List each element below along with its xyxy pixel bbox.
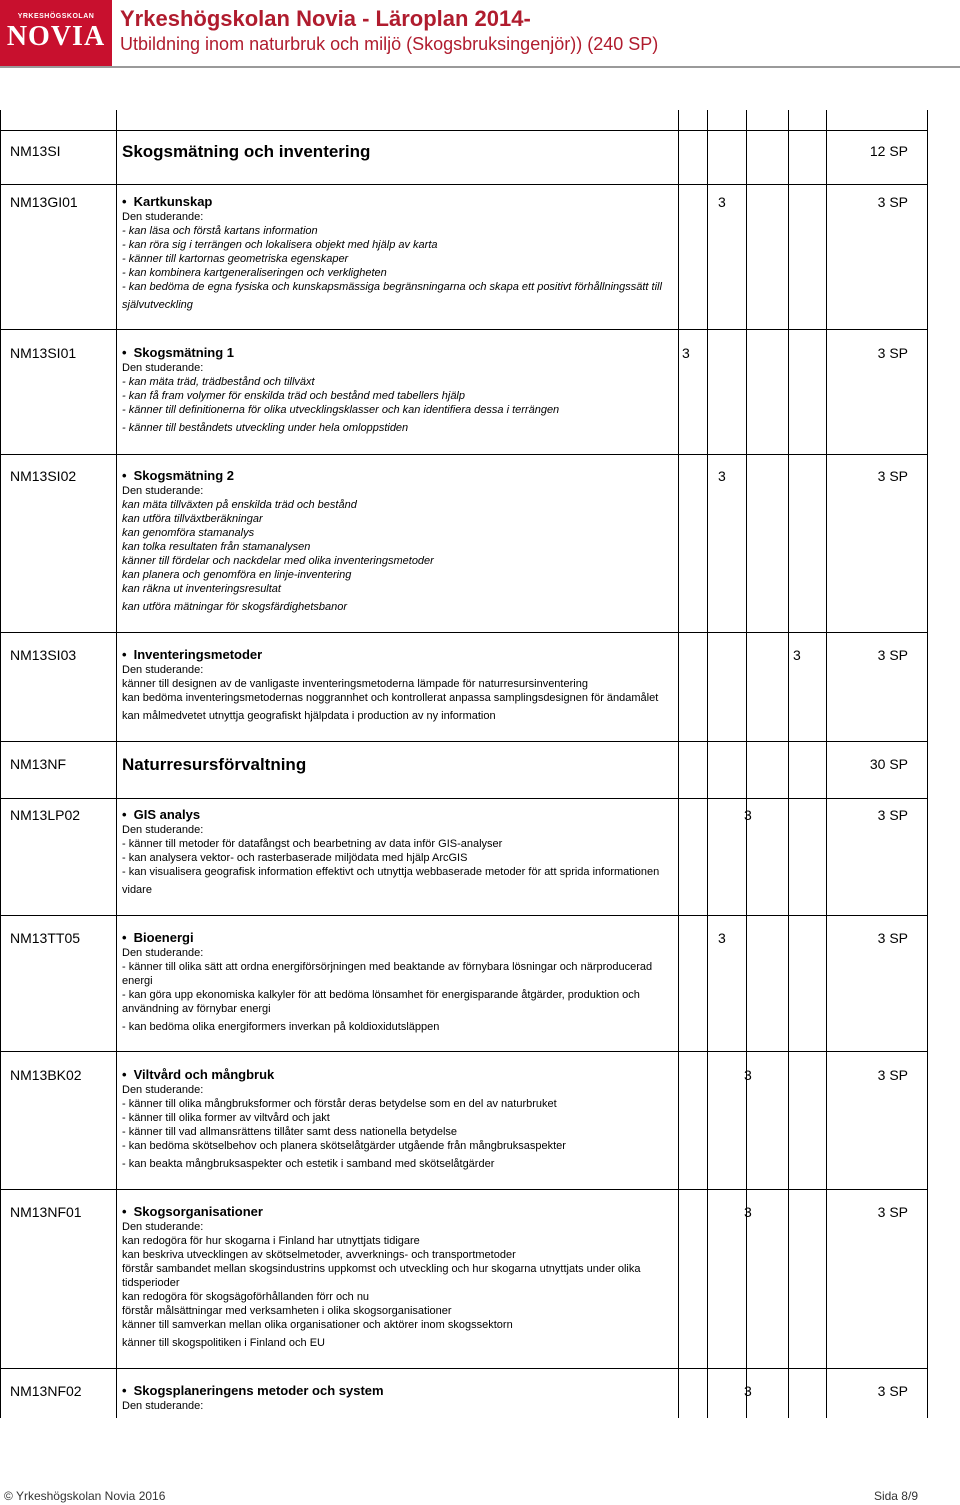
row-divider	[0, 184, 928, 185]
bullet-icon: •	[122, 345, 127, 360]
outcome-label: Den studerande:	[122, 1400, 204, 1412]
course-code: NM13GI01	[10, 194, 78, 210]
course-level: 3	[718, 468, 726, 484]
outcome-label: Den studerande:	[122, 1084, 204, 1096]
bullet-icon: •	[122, 1204, 127, 1219]
row-divider	[0, 454, 928, 455]
course-credits: 3 SP	[877, 1383, 908, 1399]
outcome-line: - kan bedöma de egna fysiska och kunskapsmässiga begränsningarna och skapa ett positivt förhållningssätt till	[122, 281, 662, 293]
outcome-line: kan genomföra stamanalys	[122, 527, 255, 539]
outcome-line: - känner till beståndets utveckling under hela omloppstiden	[122, 422, 409, 434]
table-divider-level-3	[746, 110, 747, 1418]
section-credits: 30 SP	[869, 756, 908, 772]
footer-page-number: Sida 8/9	[873, 1489, 918, 1503]
section-title: Naturresursförvaltning	[122, 755, 307, 774]
outcome-label: Den studerande:	[122, 824, 204, 836]
course-title-text: Viltvård och mångbruk	[133, 1067, 275, 1082]
outcome-line: självutveckling	[122, 299, 193, 311]
page-header	[0, 0, 960, 66]
outcome-line: användning av förnybar energi	[122, 1003, 271, 1015]
course-title	[122, 930, 712, 946]
outcome-label: Den studerande:	[122, 211, 204, 223]
bullet-icon: •	[122, 930, 127, 945]
course-description	[122, 194, 712, 312]
course-credits: 3 SP	[877, 1204, 908, 1220]
outcome-label: Den studerande:	[122, 362, 204, 374]
section-code: NM13SI	[10, 143, 61, 159]
outcome-line: kan tolka resultaten från stamanalysen	[122, 541, 311, 553]
course-level: 3	[744, 1067, 752, 1083]
outcome-label: Den studerande:	[122, 485, 204, 497]
outcome-line: tidsperioder	[122, 1277, 180, 1289]
outcome-line: kan bedöma inventeringsmetodernas noggrannhet och kontrollerat anpassa samplingsdesignen för ändamålet	[122, 692, 659, 704]
row-divider	[0, 741, 928, 742]
course-description	[122, 468, 712, 614]
outcome-line: kan målmedvetet utnyttja geografiskt hjälpdata i production av ny information	[122, 710, 496, 722]
course-code: NM13TT05	[10, 930, 81, 946]
course-level: 3	[718, 930, 726, 946]
course-code: NM13NF02	[10, 1383, 82, 1399]
outcome-line: kan redogöra för skogsägoförhållanden förr och nu	[122, 1291, 370, 1303]
table-border-right	[927, 110, 928, 1418]
outcome-line: - känner till olika former av viltvård och jakt	[122, 1112, 330, 1124]
outcome-line: - känner till olika mångbruksformer och förstår deras betydelse som en del av naturbruket	[122, 1098, 557, 1110]
course-description	[122, 647, 682, 723]
outcome-line: - känner till metoder för datafångst och bearbetning av data inför GIS-analyser	[122, 838, 503, 850]
course-level: 3	[718, 194, 726, 210]
bullet-icon: •	[122, 468, 127, 483]
course-title-text: Skogsplaneringens metoder och system	[133, 1383, 384, 1398]
document-subtitle: Utbildning inom naturbruk och miljö (Skogsbruksingenjör)) (240 SP)	[120, 34, 659, 54]
outcome-line: - kan bedöma skötselbehov och planera skötselåtgärder utgående från mångbruksaspekter	[122, 1140, 566, 1152]
section-credits: 12 SP	[869, 143, 908, 159]
bullet-icon: •	[122, 1067, 127, 1082]
row-divider	[0, 1051, 928, 1052]
outcome-line: känner till skogspolitiken i Finland och EU	[122, 1337, 325, 1349]
course-title-text: GIS analys	[133, 807, 201, 822]
outcome-line: - kan visualisera geografisk information effektivt och utnyttja webbaserade metoder för att sprida informationen	[122, 866, 660, 878]
outcome-line: - kan beakta mångbruksaspekter och estetik i samband med skötselåtgärder	[122, 1158, 495, 1170]
outcome-line: - kan läsa och förstå kartans information	[122, 225, 318, 237]
course-code: NM13BK02	[10, 1067, 82, 1083]
course-title-text: Skogsmätning 1	[133, 345, 235, 360]
outcome-line: känner till designen av de vanligaste inventeringsmetoderna lämpade för naturresursinventering	[122, 678, 588, 690]
course-level: 3	[682, 345, 690, 361]
outcome-line: förstår målsättningar med verksamheten i olika skogsorganisationer	[122, 1305, 452, 1317]
header-divider	[0, 66, 960, 68]
bullet-icon: •	[122, 194, 127, 209]
course-credits: 3 SP	[877, 1067, 908, 1083]
outcome-line: känner till samverkan mellan olika organisationer och aktörer inom skogssektorn	[122, 1319, 513, 1331]
footer-copyright: © Yrkeshögskolan Novia 2016	[4, 1489, 166, 1503]
table-divider-level-4	[788, 110, 789, 1418]
outcome-line: - kan bedöma olika energiformers inverkan på koldioxidutsläppen	[122, 1021, 440, 1033]
logo-main-text: NOVIA	[6, 21, 106, 52]
outcome-line: - känner till kartornas geometriska egenskaper	[122, 253, 349, 265]
outcome-line: - kan analysera vektor- och rasterbaserade miljödata med hjälp ArcGIS	[122, 852, 468, 864]
course-credits: 3 SP	[877, 647, 908, 663]
course-title	[122, 345, 712, 361]
row-divider	[0, 1368, 928, 1369]
course-code: NM13SI03	[10, 647, 77, 663]
course-code: NM13SI01	[10, 345, 77, 361]
outcome-label: Den studerande:	[122, 1221, 204, 1233]
course-title	[122, 647, 682, 663]
row-divider	[0, 1189, 928, 1190]
outcome-line: - kan kombinera kartgeneraliseringen och verkligheten	[122, 267, 387, 279]
course-credits: 3 SP	[877, 468, 908, 484]
outcome-line: - kan göra upp ekonomiska kalkyler för att bedöma lönsamhet för energisparande åtgärder, produktion och	[122, 989, 640, 1001]
row-divider	[0, 798, 928, 799]
outcome-line: kan beskriva utvecklingen av skötselmetoder, avverknings- och transportmetoder	[122, 1249, 516, 1261]
course-credits: 3 SP	[877, 194, 908, 210]
table-border-left	[0, 110, 1, 1418]
course-title	[122, 1067, 712, 1083]
course-title-text: Inventeringsmetoder	[133, 647, 263, 662]
course-title	[122, 807, 712, 823]
outcome-label: Den studerande:	[122, 664, 204, 676]
course-level: 3	[793, 647, 801, 663]
section-code: NM13NF	[10, 756, 67, 772]
section-title: Skogsmätning och inventering	[122, 142, 371, 161]
course-description	[122, 345, 712, 435]
row-divider	[0, 632, 928, 633]
row-divider	[0, 329, 928, 330]
outcome-line: kan redogöra för hur skogarna i Finland har utnyttjats tidigare	[122, 1235, 420, 1247]
course-description	[122, 1204, 712, 1350]
course-title-text: Skogsmätning 2	[133, 468, 235, 483]
outcome-line: känner till fördelar och nackdelar med olika inventeringsmetoder	[122, 555, 434, 567]
outcome-line: vidare	[122, 884, 152, 896]
course-level: 3	[744, 807, 752, 823]
outcome-line: förstår sambandet mellan skogsindustrins uppkomst och utveckling och hur skogarna utnyttjats under olika	[122, 1263, 641, 1275]
course-level: 3	[744, 1383, 752, 1399]
outcome-line: - kan mäta träd, trädbestånd och tillväxt	[122, 376, 315, 388]
bullet-icon: •	[122, 807, 127, 822]
logo-top-text: YRKESHÖGSKOLAN	[17, 13, 95, 20]
course-title	[122, 194, 712, 210]
bullet-icon: •	[122, 647, 127, 662]
outcome-line: - kan röra sig i terrängen och lokalisera objekt med hjälp av karta	[122, 239, 438, 251]
course-title	[122, 1383, 712, 1399]
course-credits: 3 SP	[877, 345, 908, 361]
course-description	[122, 1383, 712, 1413]
outcome-line: - känner till definitionerna för olika utvecklingsklasser och kan identifiera dessa i terrängen	[122, 404, 560, 416]
course-credits: 3 SP	[877, 930, 908, 946]
outcome-line: kan utföra mätningar för skogsfärdighetsbanor	[122, 601, 348, 613]
course-title-text: Bioenergi	[133, 930, 194, 945]
row-divider	[0, 130, 928, 131]
course-credits: 3 SP	[877, 807, 908, 823]
outcome-line: kan mäta tillväxten på enskilda träd och bestånd	[122, 499, 357, 511]
table-divider-code	[116, 110, 117, 1418]
outcome-line: - känner till olika sätt att ordna energiförsörjningen med beaktande av förnybara lösningar och närproducerad	[122, 961, 653, 973]
course-description	[122, 930, 712, 1034]
course-title	[122, 1204, 712, 1220]
outcome-line: energi	[122, 975, 153, 987]
outcome-label: Den studerande:	[122, 947, 204, 959]
course-title-text: Skogsorganisationer	[133, 1204, 263, 1219]
course-code: NM13NF01	[10, 1204, 82, 1220]
outcome-line: - kan få fram volymer för enskilda träd och bestånd med tabellers hjälp	[122, 390, 465, 402]
outcome-line: kan utföra tillväxtberäkningar	[122, 513, 263, 525]
course-code: NM13SI02	[10, 468, 77, 484]
course-description	[122, 1067, 712, 1171]
document-title: Yrkeshögskolan Novia - Läroplan 2014-	[120, 6, 531, 31]
course-title-text: Kartkunskap	[133, 194, 213, 209]
course-description	[122, 807, 712, 897]
outcome-line: kan planera och genomföra en linje-inventering	[122, 569, 352, 581]
novia-logo	[0, 0, 112, 66]
bullet-icon: •	[122, 1383, 127, 1398]
table-divider-level-5	[826, 110, 827, 1418]
course-title	[122, 468, 712, 484]
outcome-line: kan räkna ut inventeringsresultat	[122, 583, 281, 595]
course-code: NM13LP02	[10, 807, 81, 823]
course-level: 3	[744, 1204, 752, 1220]
row-divider	[0, 915, 928, 916]
outcome-line: - känner till vad allmansrättens tillåter samt dess nationella betydelse	[122, 1126, 458, 1138]
